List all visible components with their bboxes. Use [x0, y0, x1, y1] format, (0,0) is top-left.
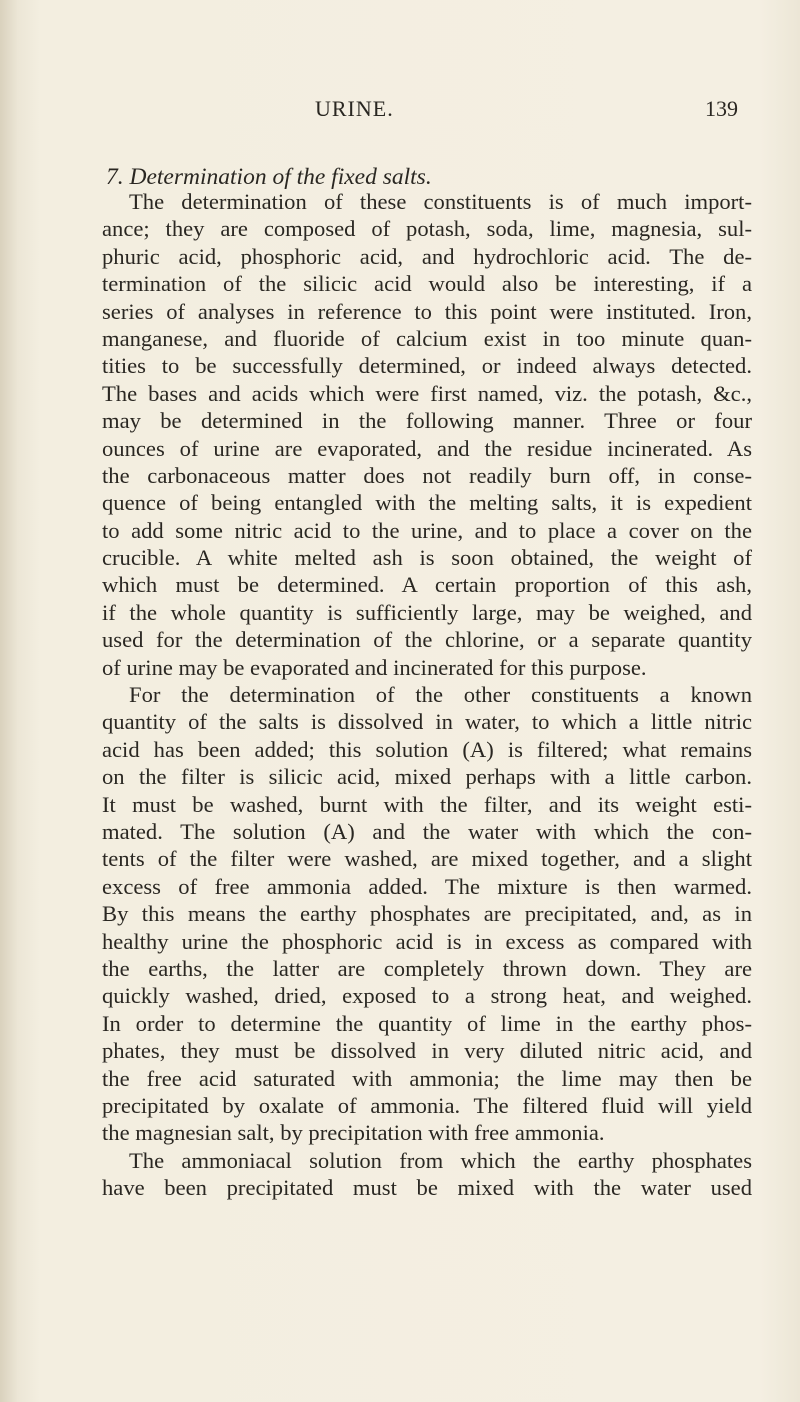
text-line: of urine may be evaporated and incinerated for this purpose. — [102, 654, 647, 680]
page-number: 139 — [705, 96, 738, 121]
text-line: crucible. A white melted ash is soon obtained, the weight of — [102, 545, 752, 571]
text-line: the carbonaceous matter does not readily burn off, in conse- — [102, 462, 752, 488]
text-line: termination of the silicic acid would also be interesting, if a — [102, 271, 752, 297]
text-line: on the filter is silicic acid, mixed perhaps with a little carbon. — [102, 764, 752, 790]
text-line: the magnesian salt, by precipitation with free ammonia. — [102, 1120, 605, 1146]
text-line: quence of being entangled with the melting salts, it is expedient — [102, 490, 752, 516]
text-line: quickly washed, dried, exposed to a strong heat, and weighed. — [102, 983, 752, 1009]
text-line: have been precipitated must be mixed with the water used — [102, 1175, 752, 1201]
text-line: ounces of urine are evaporated, and the residue incinerated. As — [102, 435, 752, 461]
text-line: mated. The solution (A) and the water with which the con- — [102, 818, 752, 844]
text-line: phuric acid, phosphoric acid, and hydrochloric acid. The de- — [102, 243, 752, 269]
text-line: The ammoniacal solution from which the earthy phosphates — [129, 1147, 752, 1173]
text-line: may be determined in the following manner. Three or four — [102, 408, 752, 434]
text-line: tities to be successfully determined, or indeed always detected. — [102, 353, 752, 379]
text-line: In order to determine the quantity of lime in the earthy phos- — [102, 1010, 752, 1036]
text-line: if the whole quantity is sufficiently large, may be weighed, and — [102, 599, 752, 625]
text-line: acid has been added; this solution (A) is filtered; what remains — [102, 736, 752, 762]
text-line: For the determination of the other constituents a known — [129, 682, 752, 708]
body-text — [102, 188, 752, 1201]
section-heading: 7. Determination of the fixed salts. — [106, 164, 432, 190]
text-line: manganese, and fluoride of calcium exist in too minute quan- — [102, 325, 752, 351]
text-line: precipitated by oxalate of ammonia. The filtered fluid will yield — [102, 1092, 752, 1118]
text-line: tents of the filter were washed, are mixed together, and a slight — [102, 846, 752, 872]
text-line: The determination of these constituents is of much import- — [129, 189, 752, 214]
text-line: used for the determination of the chlorine, or a separate quantity — [102, 627, 752, 653]
text-line: the earths, the latter are completely thrown down. They are — [102, 955, 752, 981]
running-head — [0, 96, 800, 126]
text-line: excess of free ammonia added. The mixture is then warmed. — [102, 873, 752, 899]
text-line: It must be washed, burnt with the filter, and its weight esti- — [102, 791, 752, 817]
text-line: which must be determined. A certain proportion of this ash, — [102, 572, 752, 598]
text-line: series of analyses in reference to this point were instituted. Iron, — [102, 298, 752, 324]
text-line: the free acid saturated with ammonia; the lime may then be — [102, 1065, 752, 1091]
text-line: healthy urine the phosphoric acid is in excess as compared with — [102, 928, 752, 954]
text-line: to add some nitric acid to the urine, and to place a cover on the — [102, 517, 752, 543]
text-line: phates, they must be dissolved in very diluted nitric acid, and — [102, 1038, 752, 1064]
text-line: quantity of the salts is dissolved in water, to which a little nitric — [102, 709, 752, 735]
text-line: The bases and acids which were first named, viz. the potash, &c., — [102, 380, 752, 406]
running-title: URINE. — [315, 96, 394, 121]
text-line: By this means the earthy phosphates are precipitated, and, as in — [102, 901, 752, 927]
text-line: ance; they are composed of potash, soda, lime, magnesia, sul- — [102, 216, 752, 242]
